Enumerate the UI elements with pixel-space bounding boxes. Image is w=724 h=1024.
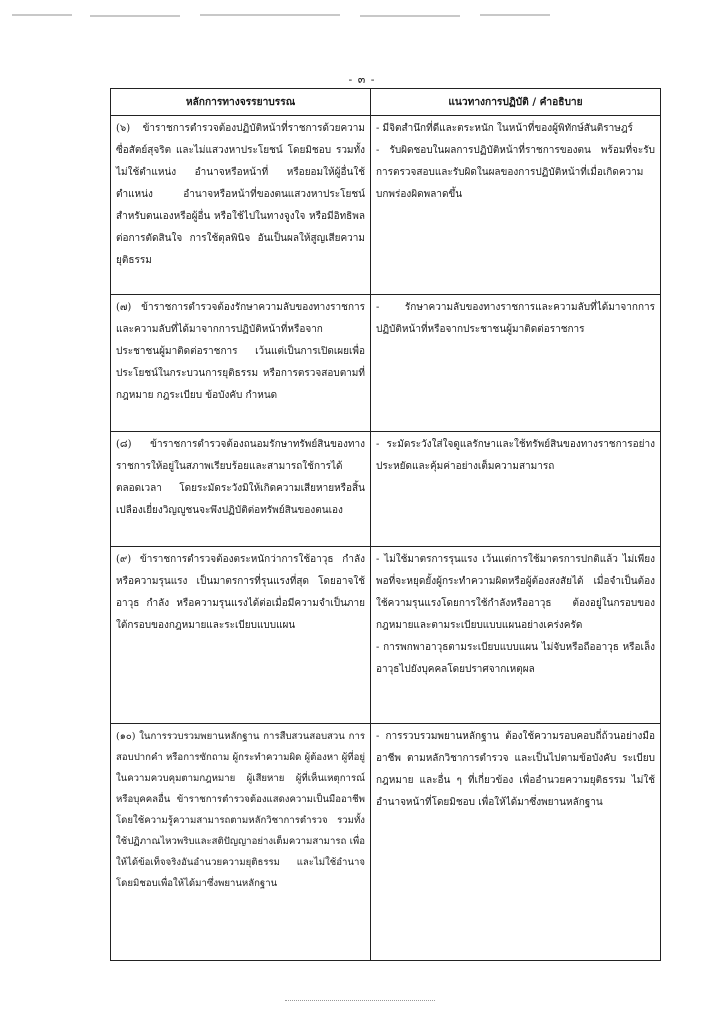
- guideline-item: - รับผิดชอบในผลการปฏิบัติหน้าที่ราชการของตน พร้อมที่จะรับการตรวจสอบและรับผิดในผลของการปฏิบัติหน้าที่เมื่อเกิดความบกพร่องผิดพลาดขึ้น: [376, 145, 655, 200]
- column-header-principle: หลักการทางจรรยาบรรณ: [111, 89, 371, 116]
- table-row: [111, 724, 661, 961]
- guideline-cell: [371, 547, 661, 724]
- guideline-cell: [371, 432, 661, 547]
- guideline-cell: [371, 116, 661, 295]
- guideline-item: - การพกพาอาวุธตามระเบียบแบบแผน ไม่จับหรือถืออาวุธ หรือเล็งอาวุธไปยังบุคคลโดยปราศจากเหตุผล: [376, 642, 655, 675]
- principle-cell: [111, 432, 371, 547]
- table-header-row: [111, 89, 661, 116]
- principle-cell: [111, 116, 371, 295]
- scan-artifact-mark: [90, 15, 180, 17]
- principle-text: (๖) ข้าราชการตำรวจต้องปฏิบัติหน้าที่ราชการด้วยความซื่อสัตย์สุจริต และไม่แสวงหาประโยชน์ โดยมิชอบ รวมทั้งไม่ใช้ตำแหน่ง อำนาจหรือหน้าที่ หรือยอมให้ผู้อื่นใช้ตำแหน่ง อำนาจหรือหน้าที่ของตนแสวงหาประโยชน์สำหรับตนเองหรือผู้อื่น หรือใช้ไปในทางจูงใจ หรือมีอิทธิพลต่อการตัดสินใจ การใช้ดุลพินิจ อันเป็นผลให้สูญเสียความยุติธรรม: [116, 123, 365, 266]
- column-header-guideline: แนวทางการปฏิบัติ / คำอธิบาย: [371, 89, 661, 116]
- principle-cell: [111, 724, 371, 961]
- principle-text: (๑๐) ในการรวบรวมพยานหลักฐาน การสืบสวนสอบสวน การสอบปากคำ หรือการซักถาม ผู้กระทำความผิด ผู้ต้องหา ผู้ที่อยู่ในความควบคุมตามกฎหมาย ผู้เสียหาย ผู้ที่เห็นเหตุการณ์หรือบุคคลอื่น ข้าราชการตำรวจต้องแสดงความเป็นมืออาชีพโดยใช้ความรู้ความสามารถตามหลักวิชาการตำรวจ รวมทั้งใช้ปฏิภาณไหวพริบและสติปัญญาอย่างเต็มความสามารถ เพื่อให้ได้ข้อเท็จจริงอันอำนวยความยุติธรรม และไม่ใช้อำนาจโดยมิชอบเพื่อให้ได้มาซึ่งพยานหลักฐาน: [116, 731, 365, 889]
- table-row: [111, 116, 661, 295]
- guideline-item: - ระมัดระวังใส่ใจดูแลรักษาและใช้ทรัพย์สินของทางราชการอย่างประหยัดและคุ้มค่าอย่างเต็มความสามารถ: [376, 439, 655, 472]
- table-row: [111, 295, 661, 432]
- guideline-item: - ไม่ใช้มาตรการรุนแรง เว้นแต่การใช้มาตรการปกติแล้ว ไม่เพียงพอที่จะหยุดยั้งผู้กระทำความผิดหรือผู้ต้องสงสัยได้ เมื่อจำเป็นต้องใช้ความรุนแรงโดยการใช้กำลังหรืออาวุธ ต้องอยู่ในกรอบของกฎหมายและตามระเบียบแบบแผนอย่างเคร่งครัด: [376, 554, 655, 631]
- scan-artifact-mark: [12, 14, 72, 16]
- scan-artifact-mark: [480, 14, 550, 16]
- footer-dotted-line: [285, 1000, 435, 1002]
- scan-artifact-mark: [360, 15, 460, 17]
- guideline-item: - มีจิตสำนึกที่ดีและตระหนัก ในหน้าที่ของผู้พิทักษ์สันติราษฎร์: [376, 123, 633, 134]
- ethics-guideline-table: [110, 88, 661, 961]
- principle-text: (๘) ข้าราชการตำรวจต้องถนอมรักษาทรัพย์สินของทางราชการให้อยู่ในสภาพเรียบร้อยและสามารถใช้การได้ตลอดเวลา โดยระมัดระวังมิให้เกิดความเสียหายหรือสิ้นเปลืองเยี่ยงวิญญูชนจะพึงปฏิบัติต่อทรัพย์สินของตนเอง: [116, 439, 365, 516]
- principle-text: (๙) ข้าราชการตำรวจต้องตระหนักว่าการใช้อาวุธ กำลัง หรือความรุนแรง เป็นมาตรการที่รุนแรงที่สุด โดยอาจใช้อาวุธ กำลัง หรือความรุนแรงได้ต่อเมื่อมีความจำเป็นภายใต้กรอบของกฎหมายและระเบียบแบบแผน: [116, 554, 365, 631]
- guideline-cell: [371, 724, 661, 961]
- guideline-item: - การรวบรวมพยานหลักฐาน ต้องใช้ความรอบคอบถี่ถ้วนอย่างมืออาชีพ ตามหลักวิชาการตำรวจ และเป็นไปตามข้อบังคับ ระเบียบ กฎหมาย และอื่น ๆ ที่เกี่ยวข้อง เพื่ออำนวยความยุติธรรม ไม่ใช้อำนาจหน้าที่โดยมิชอบ เพื่อให้ได้มาซึ่งพยานหลักฐาน: [376, 731, 655, 808]
- table-row: [111, 432, 661, 547]
- principle-cell: [111, 547, 371, 724]
- table-row: [111, 547, 661, 724]
- guideline-item: - รักษาความลับของทางราชการและความลับที่ได้มาจากการปฏิบัติหน้าที่หรือจากประชาชนผู้มาติดต่อราชการ: [376, 302, 655, 335]
- principle-cell: [111, 295, 371, 432]
- page-number: - ๓ -: [348, 73, 376, 86]
- guideline-cell: [371, 295, 661, 432]
- scan-artifact-mark: [200, 14, 340, 16]
- principle-text: (๗) ข้าราชการตำรวจต้องรักษาความลับของทางราชการ และความลับที่ได้มาจากการปฏิบัติหน้าที่หรือจากประชาชนผู้มาติดต่อราชการ เว้นแต่เป็นการเปิดเผยเพื่อประโยชน์ในกระบวนการยุติธรรม หรือการตรวจสอบตามที่กฎหมาย กฎระเบียบ ข้อบังคับ กำหนด: [116, 302, 365, 401]
